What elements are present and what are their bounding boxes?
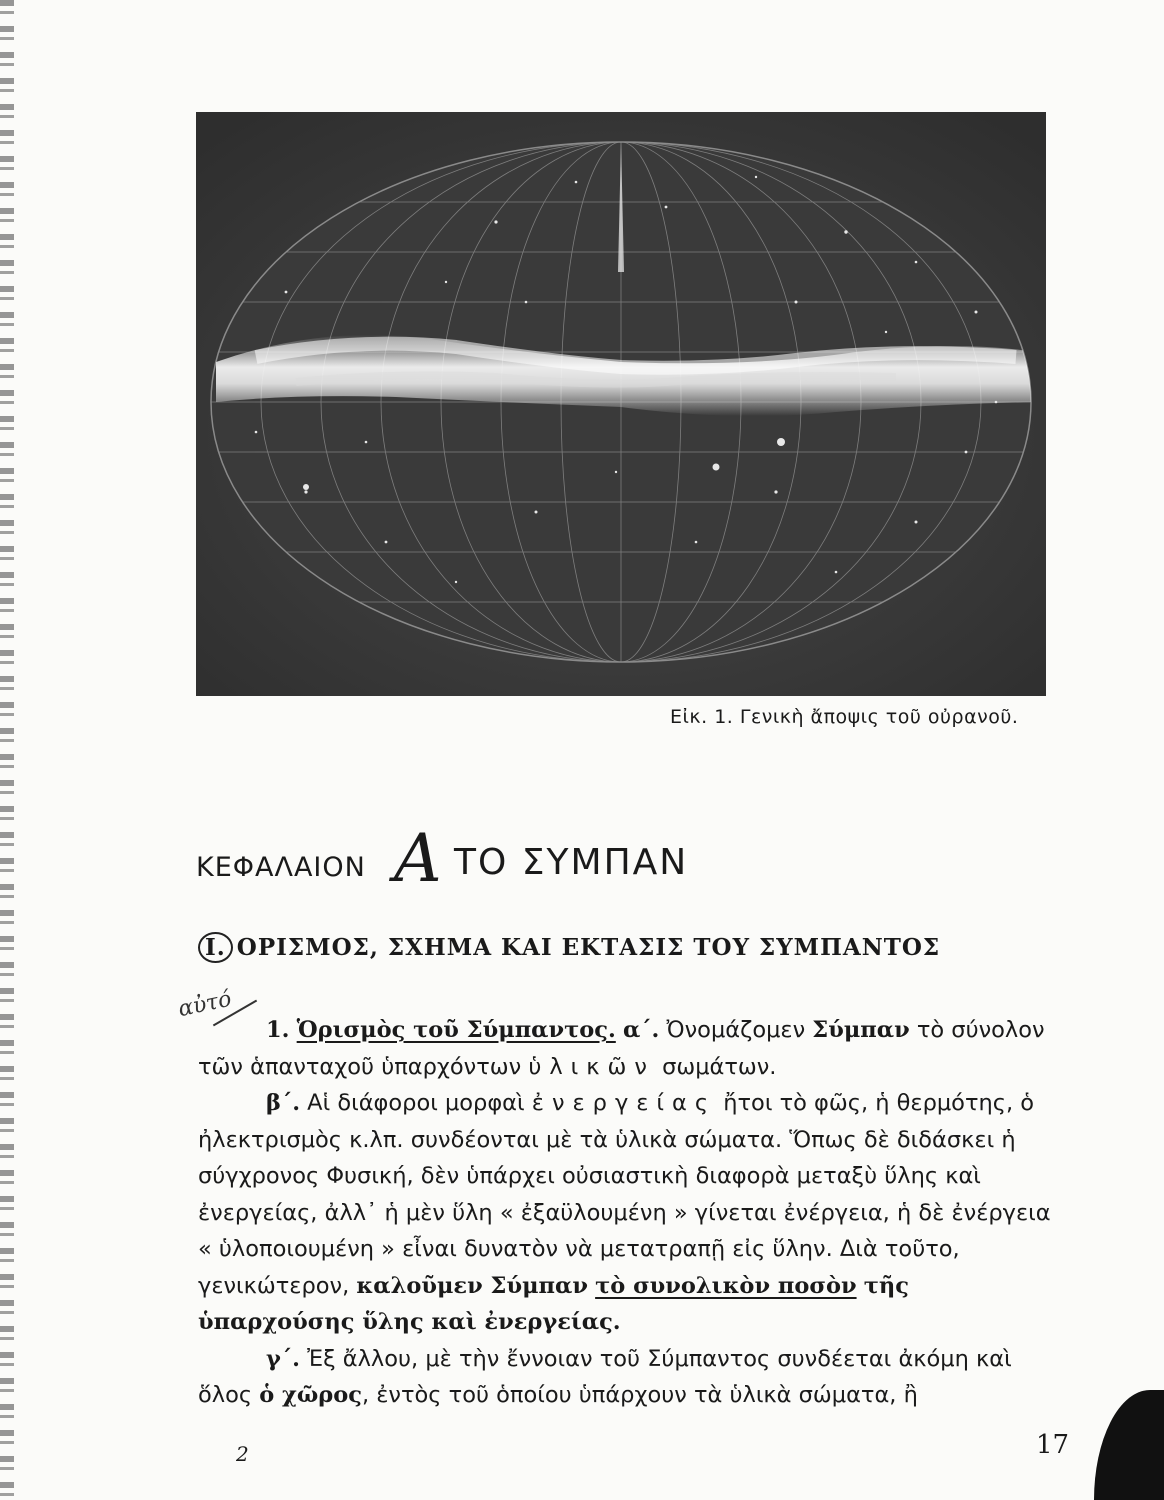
text-run: Ἐξ ἄλλου, μὲ τὴν ἔννοιαν τοῦ Σύμπαντος συνδέεται ἀκόμη καὶ ὅλος (198, 1345, 1012, 1408)
milky-way-image (196, 112, 1046, 696)
text-run: τὸ σύνολον τῶν ἁπανταχοῦ ὑπαρχόντων (198, 1017, 1045, 1080)
bold-term: τῆς ὑπαρχούσης ὕλης καὶ ἐνεργείας. (198, 1272, 909, 1335)
spaced-term: ὑλικῶν (528, 1053, 655, 1080)
handwritten-margin-note: αὐτό (175, 986, 234, 1023)
underlined-bold-term: τὸ συνολικὸν ποσὸν (595, 1272, 857, 1299)
paragraph-2 (198, 1085, 1062, 1341)
body-text (198, 1012, 1062, 1414)
text-run: σωμάτων. (654, 1053, 777, 1080)
item-marker-a: α΄. (622, 1017, 660, 1043)
chapter-title: ΤΟ ΣΥΜΠΑΝ (454, 842, 689, 883)
bold-term: Σύμπαν (812, 1017, 910, 1043)
figure-caption: Εἰκ. 1. Γενικὴ ἄποψις τοῦ οὐρανοῦ. (670, 706, 1019, 728)
scan-edge (0, 0, 14, 1500)
chapter-word: ΚΕΦΑΛΑΙΟΝ (196, 852, 366, 883)
section-number: I. (198, 932, 233, 963)
paragraph-1 (198, 1012, 1062, 1085)
subsection-heading: Ὁρισμὸς τοῦ Σύμπαντος. (296, 1017, 616, 1043)
text-run: Ὀνομάζομεν (659, 1017, 813, 1043)
scan-corner-shadow (1094, 1390, 1164, 1500)
text-run: , ἐντὸς τοῦ ὁποίου ὑπάρχουν τὰ ὑλικὰ σώματα, ἢ (361, 1382, 918, 1408)
section-heading (198, 932, 940, 963)
sky-photograph (196, 112, 1046, 696)
item-marker-b: β΄. (266, 1090, 301, 1116)
signature-mark: 2 (236, 1442, 249, 1466)
spaced-term: ἐνεργείας (531, 1090, 717, 1116)
chapter-letter: A (394, 820, 442, 897)
bold-term: ὁ χῶρος (259, 1382, 362, 1408)
paragraph-3 (198, 1341, 1062, 1414)
item-marker-c: γ΄. (266, 1345, 300, 1372)
text-run: Αἱ διάφοροι μορφαὶ (300, 1090, 532, 1116)
subsection-number: 1. (266, 1017, 290, 1043)
section-title: ΟΡΙΣΜΟΣ, ΣΧΗΜΑ ΚΑΙ ΕΚΤΑΣΙΣ ΤΟΥ ΣΥΜΠΑΝΤΟΣ (236, 934, 941, 961)
text-run: ἤτοι τὸ φῶς, ἡ θερμότης, ὁ ἠλεκτρισμὸς κ.λπ. συνδέονται μὲ τὰ ὑλικὰ σώματα. Ὅπως δὲ διδάσκει ἡ σύγχρονος Φυσική, δὲν ὑπάρχει οὐσιαστικὴ διαφορὰ μεταξὺ ὕλης καὶ ἐνεργείας, ἀλλ᾽ ἡ μὲν ὕλη « ἐξαϋλουμένη » γίνεται ἐνέργεια, ἡ δὲ ἐνέργεια « ὑλοποιουμένη » εἶναι δυνατὸν νὰ μετατραπῇ εἰς ὕλην. Διὰ τοῦτο, γενικώτερον, (198, 1090, 1051, 1299)
page-number: 17 (1036, 1430, 1070, 1460)
bold-term: καλοῦμεν Σύμπαν (356, 1272, 588, 1299)
